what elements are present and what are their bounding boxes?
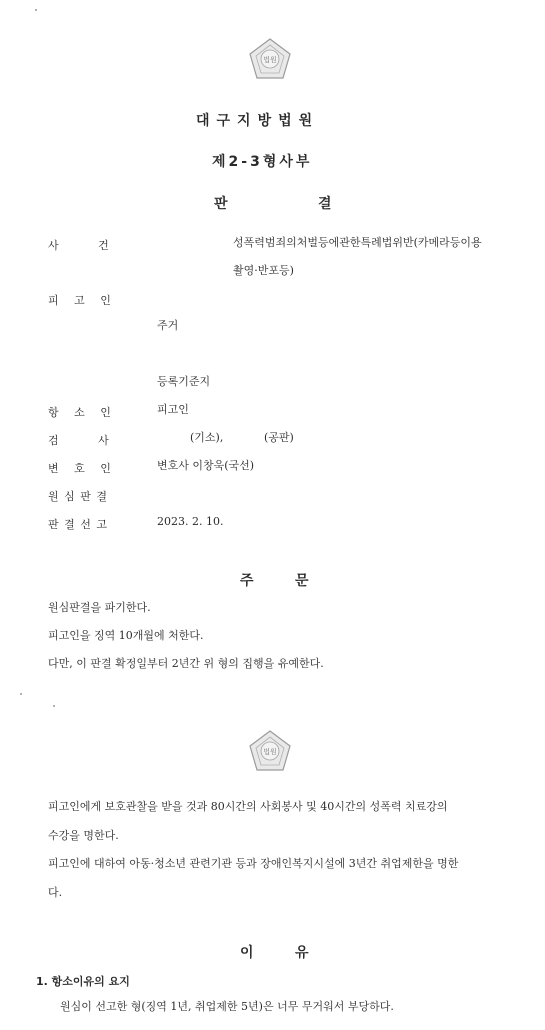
seal-text: 법원 xyxy=(263,56,277,64)
case-label: 사 건 xyxy=(48,239,109,252)
scan-speck xyxy=(20,693,22,695)
section-1-text: 원심이 선고한 형(징역 1년, 취업제한 5년)은 너무 무거워서 부당하다. xyxy=(60,1000,394,1013)
order-line-2: 피고인을 징역 10개월에 처한다. xyxy=(48,629,204,642)
court-name: 대구지방법원 xyxy=(196,113,320,129)
scan-speck xyxy=(35,9,37,11)
reasons-heading-left: 이 xyxy=(240,945,254,961)
scan-speck xyxy=(53,705,55,707)
case-name-line2: 촬영·반포등) xyxy=(233,264,294,277)
document-title-right: 결 xyxy=(318,196,332,212)
prosecutor-label: 검 사 xyxy=(48,434,109,447)
reasons-heading-right: 유 xyxy=(295,945,309,961)
prosecutor-indictment: (기소), xyxy=(190,431,224,444)
order-heading-left: 주 xyxy=(240,573,254,589)
section-1-title: 1. 항소이유의 요지 xyxy=(36,975,130,988)
order-line-4: 피고인에게 보호관찰을 받을 것과 80시간의 사회봉사 및 40시간의 성폭력 치료강의 xyxy=(48,800,448,813)
appellant-value: 피고인 xyxy=(157,403,189,416)
registered-domicile-label: 등록기준지 xyxy=(157,375,211,388)
residence-label: 주거 xyxy=(157,319,179,332)
department-name: 제2-3형사부 xyxy=(212,154,313,170)
seal-text: 법원 xyxy=(263,748,277,756)
defendant-label: 피 고 인 xyxy=(48,294,111,307)
prosecutor-trial: (공판) xyxy=(264,431,294,444)
order-line-1: 원심판결을 파기한다. xyxy=(48,601,151,614)
order-line-3: 다만, 이 판결 확정일부터 2년간 위 형의 집행을 유예한다. xyxy=(48,657,324,670)
case-name-line1: 성폭력범죄의처벌등에관한특례법위반(카메라등이용 xyxy=(233,236,482,249)
document-title-left: 판 xyxy=(214,196,228,212)
order-line-6: 피고인에 대하여 아동·청소년 관련기관 등과 장애인복지시설에 3년간 취업제한을 명한 xyxy=(48,857,459,870)
sentencing-date: 2023. 2. 10. xyxy=(157,515,224,528)
order-line-7: 다. xyxy=(48,886,63,899)
court-seal-middle xyxy=(247,728,293,778)
lower-judgment-label: 원 심 판 결 xyxy=(48,490,107,503)
counsel-label: 변 호 인 xyxy=(48,462,111,475)
appellant-label: 항 소 인 xyxy=(48,406,111,419)
order-heading-right: 문 xyxy=(295,573,309,589)
counsel-value: 변호사 이창욱(국선) xyxy=(157,459,255,472)
order-line-5: 수강을 명한다. xyxy=(48,829,119,842)
court-seal-top xyxy=(247,36,293,86)
sentencing-label: 판 결 선 고 xyxy=(48,518,107,531)
